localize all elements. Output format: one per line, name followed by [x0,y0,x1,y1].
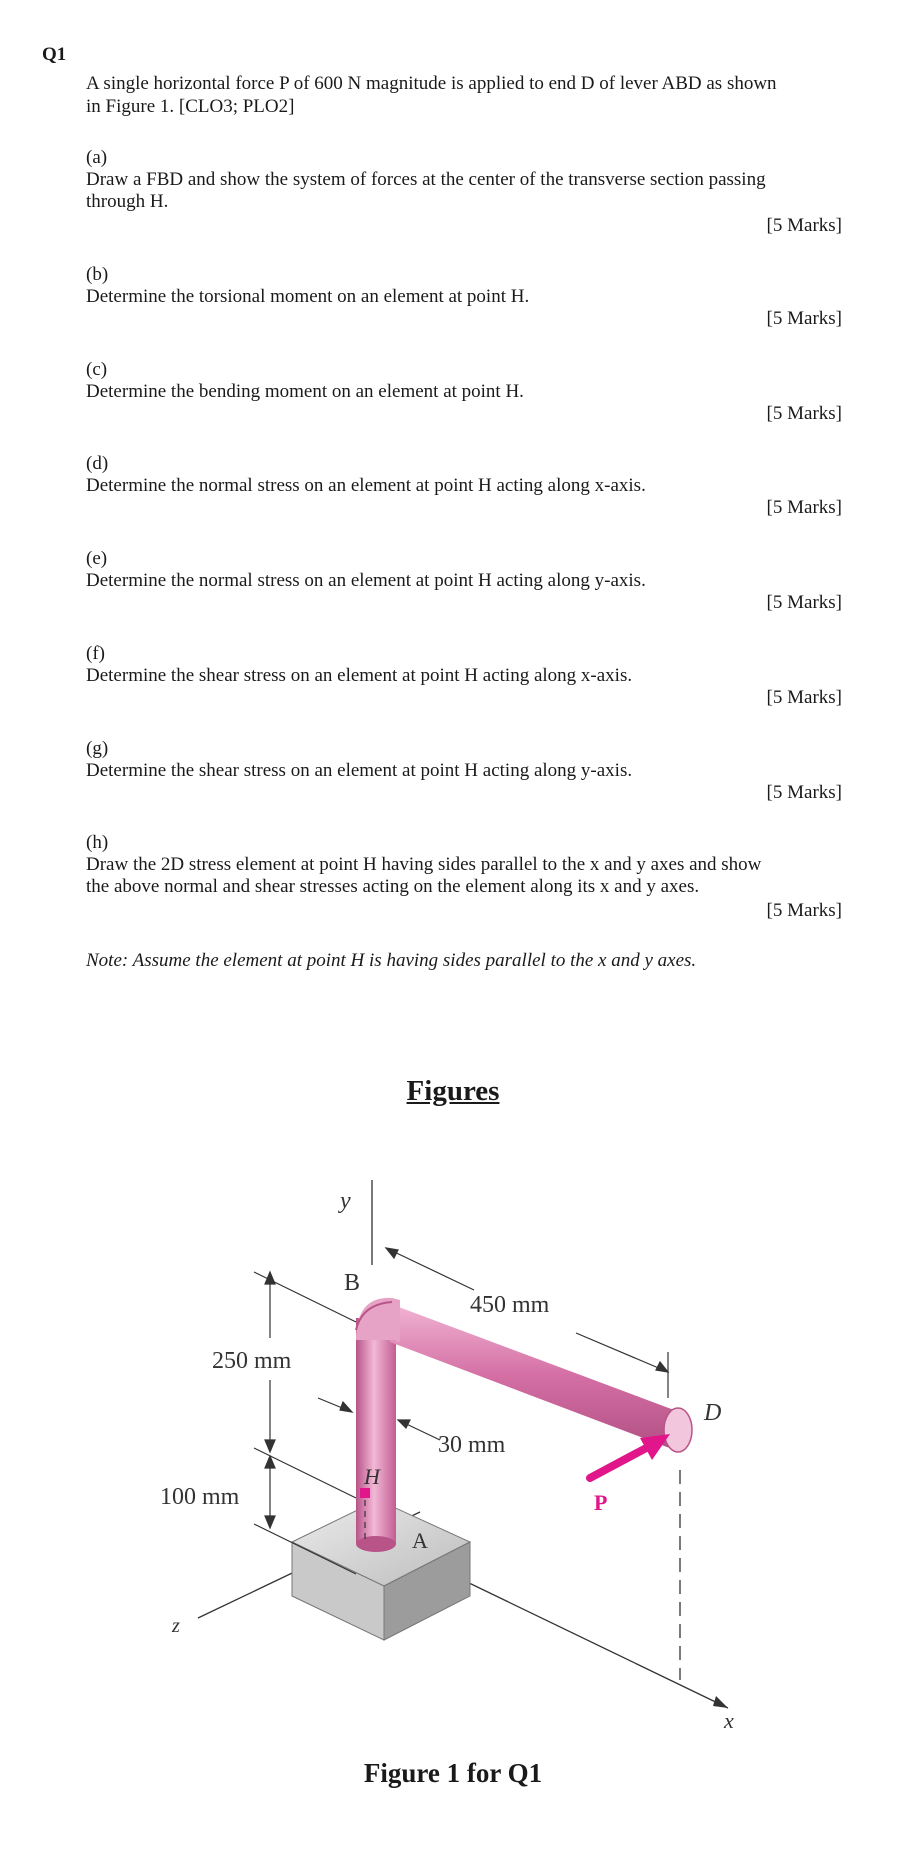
label-y-axis: y [340,1188,351,1214]
part-e-marks: [5 Marks] [766,592,842,613]
part-text: Determine the normal stress on an element at point H acting along y-axis. [86,570,646,591]
intro-line-2: in Figure 1. [CLO3; PLO2] [86,96,295,117]
part-a-marks: [5 Marks] [766,215,842,236]
label-100mm: 100 mm [160,1484,240,1510]
part-g-marks: [5 Marks] [766,782,842,803]
part-letter: (g) [86,738,109,759]
part-text: Determine the normal stress on an element at point H acting along x-axis. [86,475,646,496]
x-axis-arrowhead [713,1696,728,1708]
label-p: P [594,1490,608,1515]
label-30mm: 30 mm [438,1432,506,1458]
note: Note: Assume the element at point H is having sides parallel to the x and y axes. [86,950,697,971]
part-letter: (c) [86,359,108,380]
part-text: Determine the bending moment on an element at point H. [86,381,524,402]
part-text: Determine the shear stress on an element at point H acting along x-axis. [86,665,633,686]
part-text: the above normal and shear stresses acting on the element along its x and y axes. [86,876,700,897]
lever-horizontal-segment [380,1300,680,1452]
part-letter: (d) [86,453,109,474]
label-450mm: 450 mm [470,1292,550,1318]
part-b-marks: [5 Marks] [766,308,842,329]
label-b: B [344,1270,361,1296]
figures-heading: Figures [406,1075,500,1107]
figure-caption: Figure 1 for Q1 [363,1758,543,1788]
label-d: D [704,1400,722,1426]
lever-vertical-segment [356,1318,396,1552]
part-letter: (h) [86,832,109,853]
lever-end-d [664,1408,692,1452]
label-a: A [412,1528,428,1553]
part-d-marks: [5 Marks] [766,497,842,518]
part-h-marks: [5 Marks] [766,900,842,921]
part-letter: (b) [86,264,109,285]
part-letter: (f) [86,643,105,664]
part-text: Draw a FBD and show the system of forces at the center of the transverse section passing [86,169,766,190]
part-text: Determine the torsional moment on an element at point H. [86,286,530,307]
part-letter: (e) [86,548,108,569]
label-z-axis: z [172,1615,180,1637]
question-number: Q1 [42,44,67,65]
label-h: H [364,1464,380,1489]
label-250mm: 250 mm [212,1348,292,1374]
intro-line-1: A single horizontal force P of 600 N magnitude is applied to end D of lever ABD as shown [86,73,777,94]
force-p-arrow [590,1434,670,1478]
part-text: Determine the shear stress on an element at point H acting along y-axis. [86,760,633,781]
part-f-marks: [5 Marks] [766,687,842,708]
part-text: Draw the 2D stress element at point H having sides parallel to the x and y axes and show [86,854,762,875]
part-c-marks: [5 Marks] [766,403,842,424]
part-text: through H. [86,191,169,212]
point-h-marker [360,1488,370,1498]
dimension-30 [398,1420,440,1440]
part-letter: (a) [86,147,108,168]
label-x-axis: x [724,1708,734,1733]
